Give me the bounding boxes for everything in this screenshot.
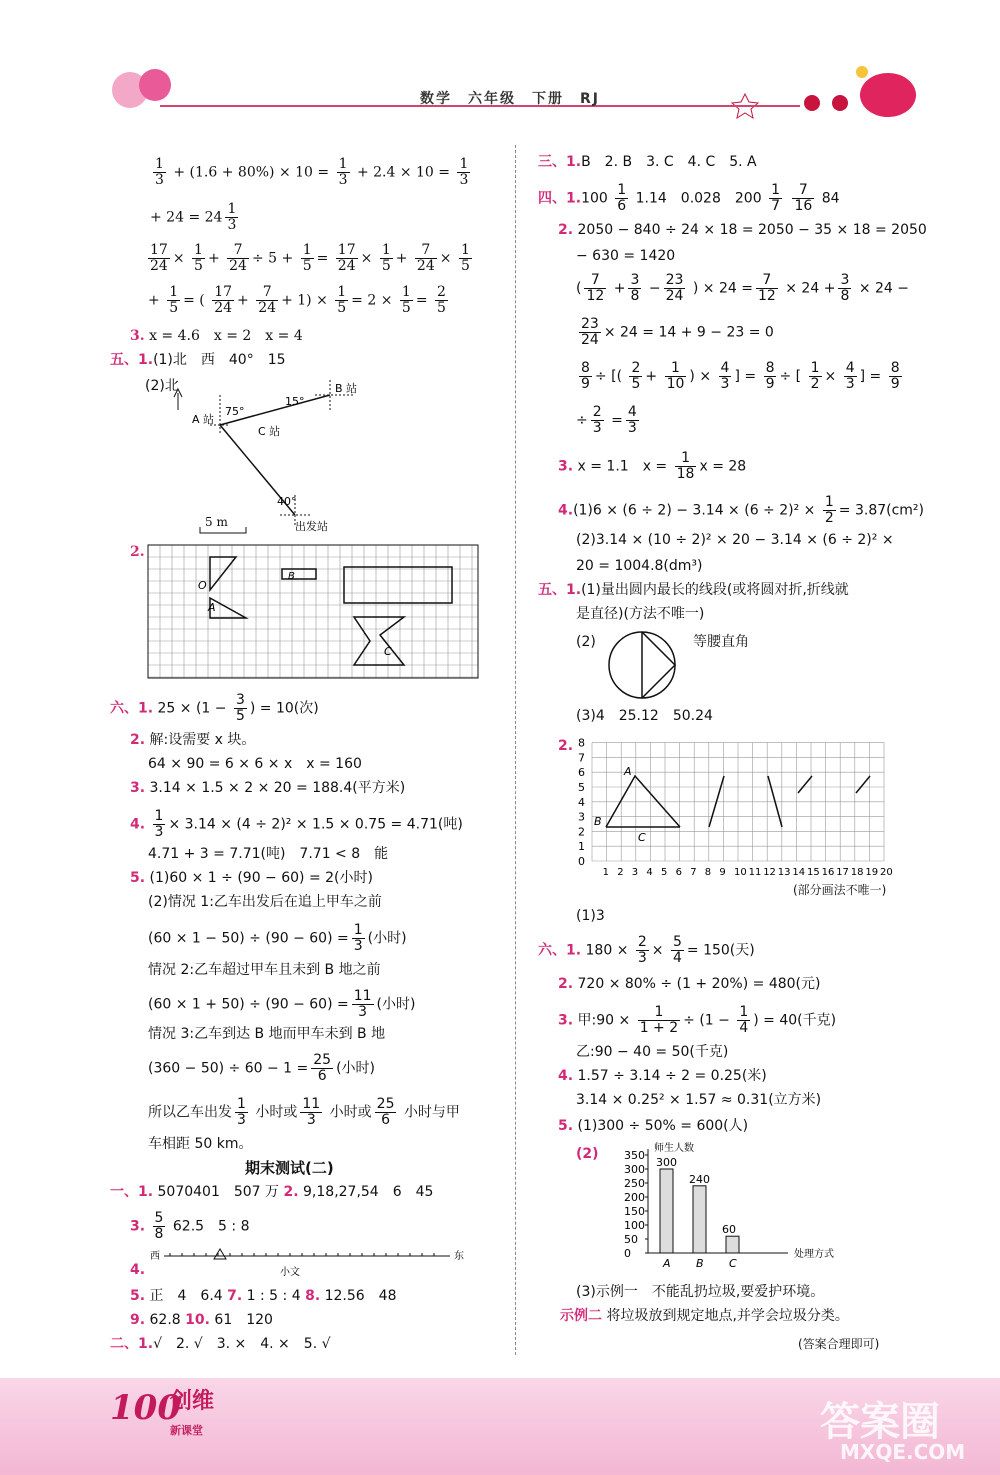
y-tick-label: 1 (578, 840, 585, 854)
y-tick-label: 8 (578, 736, 585, 750)
y-tick-label: 6 (578, 766, 585, 780)
line-l1: $\frac{1}{3}$ + (1.6 + 80%) × 10 = $\frac{1}{3}$ + 2.4 × 10 = $\frac{1}{3}$ (155, 156, 469, 188)
direction-map (170, 375, 370, 535)
bar (726, 1236, 739, 1253)
svg-text:C: C (384, 645, 392, 658)
y-tick-label: 100 (624, 1219, 645, 1232)
x-tick-label: 12 (763, 867, 776, 878)
x-tick-label: 17 (836, 867, 849, 878)
y-tick-label: 2 (578, 825, 585, 839)
page-number: 100 (110, 1388, 181, 1428)
x-tick-label: 14 (792, 867, 806, 878)
bar (693, 1186, 706, 1253)
circle-figure (606, 629, 678, 701)
x-tick-label: 20 (880, 867, 893, 878)
bar-value-label: 60 (722, 1223, 736, 1237)
y-axis-label: 师生人数 (654, 1143, 694, 1154)
svg-text:A: A (208, 601, 216, 614)
y-tick-label: 50 (624, 1233, 638, 1246)
y-tick-label: 350 (624, 1149, 645, 1162)
page-header (0, 0, 1000, 125)
x-tick-label: 1 (602, 867, 609, 878)
x-tick-label: 13 (777, 867, 791, 878)
x-tick-label: 19 (865, 867, 879, 878)
bar-value-label: 240 (689, 1172, 710, 1186)
x-tick-label: 7 (690, 867, 697, 878)
svg-text:东: 东 (454, 1251, 464, 1262)
y-tick-label: 200 (624, 1191, 645, 1204)
station-b-label: B 站 (335, 382, 358, 395)
x-tick-label: 9 (719, 867, 726, 878)
x-tick-label: 16 (821, 867, 835, 878)
x-axis-label: 处理方式 (794, 1249, 834, 1260)
bar-value-label: 300 (656, 1156, 677, 1169)
station-a-label: A 站 (192, 413, 215, 426)
y-tick-label: 150 (624, 1205, 645, 1218)
brand-logo: 创维 新课堂 (170, 1389, 215, 1437)
exam-title: 期末测试(二) (245, 1159, 334, 1177)
x-tick-label: 15 (807, 867, 820, 878)
y-tick-label: 4 (578, 795, 585, 809)
svg-text:40°: 40° (277, 495, 297, 508)
svg-text:西: 西 (150, 1251, 160, 1262)
x-tick-label: 2 (617, 867, 624, 878)
category-label: B (696, 1257, 704, 1270)
number-line (150, 1245, 470, 1281)
y-tick-label: 0 (578, 855, 585, 868)
y-tick-label: 300 (624, 1163, 645, 1176)
x-tick-label: 5 (661, 867, 668, 878)
x-tick-label: 10 (734, 867, 747, 878)
svg-text:B: B (288, 571, 295, 582)
x-tick-label: 3 (631, 867, 639, 878)
bar (660, 1169, 673, 1253)
category-label: A (663, 1257, 671, 1270)
y-tick-label: 0 (624, 1247, 631, 1260)
coordinate-grid (560, 733, 900, 883)
bar-chart (600, 1141, 834, 1271)
y-tick-label: 3 (578, 810, 585, 824)
svg-text:C: C (638, 831, 646, 844)
svg-text:15°: 15° (285, 395, 305, 408)
watermark-url: MXQE.COM (840, 1440, 966, 1464)
x-tick-label: 18 (850, 867, 864, 878)
line-l2: + 24 = 24 $\frac{1}{3}$ (150, 201, 237, 233)
y-tick-label: 7 (578, 751, 585, 765)
station-c-label: C 站 (258, 425, 281, 438)
category-label: C (729, 1257, 737, 1270)
header-title: 数学 六年级 下册 RJ (420, 91, 600, 107)
x-tick-label: 6 (675, 867, 682, 878)
watermark: 答案圈 (820, 1399, 940, 1445)
svg-text:B: B (594, 815, 602, 828)
svg-text:75°: 75° (225, 405, 245, 418)
svg-text:小文: 小文 (280, 1267, 300, 1278)
grid-figure (148, 545, 480, 680)
y-tick-label: 250 (624, 1177, 645, 1190)
y-tick-label: 5 (578, 781, 585, 794)
x-tick-label: 8 (704, 867, 712, 878)
line-l3: $\frac{17}{24}$ × $\frac{1}{5}$ + $\frac{7}{24}$ ÷ 5 + $\frac{1}{5}$ = $\frac{17}{24}$ × $\frac{1}{5}$ + $\frac{7}{24}$ × $\frac{1}{5}$ (150, 242, 470, 274)
shell-icon (860, 73, 916, 117)
x-tick-label: 4 (646, 867, 653, 878)
line-l4: + $\frac{1}{5}$ = ( $\frac{17}{24}$ + $\frac{7}{24}$ + 1) × $\frac{1}{5}$ = 2 × $\frac{1}{5}$ = $\frac{2}{5}$ (148, 284, 446, 316)
x-tick-label: 11 (748, 867, 762, 878)
svg-text:A: A (624, 765, 632, 778)
start-station-label: 出发站 (295, 520, 328, 533)
svg-text:O: O (198, 579, 207, 592)
